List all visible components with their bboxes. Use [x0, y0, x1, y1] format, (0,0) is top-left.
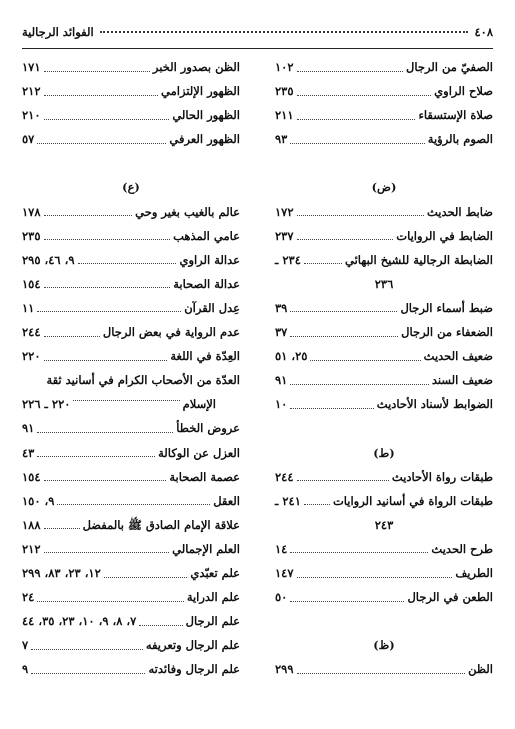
- index-entry: [275, 657, 493, 681]
- leader-dots: [44, 552, 170, 553]
- section-heading-dad: (ض): [371, 180, 397, 195]
- index-term: طبقات الرواة في أسانيد الروايات: [332, 493, 493, 508]
- index-pages: ٢٣٧: [275, 228, 294, 243]
- index-pages: ٥٠: [275, 590, 288, 605]
- leader-dots: [304, 504, 330, 505]
- index-column-left: [22, 55, 240, 681]
- index-entry: [22, 103, 240, 127]
- index-entry: [22, 272, 240, 296]
- running-title: الفوائد الرجالية: [22, 25, 94, 39]
- index-term: الطعن في الرجال: [407, 590, 493, 605]
- leader-dots: [304, 263, 342, 264]
- leader-dots: [78, 263, 177, 264]
- index-entry: [275, 489, 493, 513]
- index-term: ضعيف الحديث: [423, 349, 493, 364]
- index-entry: [275, 296, 493, 320]
- index-pages: ٢٥، ٥١: [275, 349, 308, 364]
- index-entry: [22, 513, 240, 537]
- leader-dots: [290, 311, 397, 312]
- index-pages: ٣٩: [275, 300, 288, 315]
- header-dots: [100, 31, 469, 33]
- index-pages: ١٧٨: [22, 204, 41, 219]
- section-heading-ayn: (ع): [122, 180, 140, 195]
- running-header: [22, 22, 493, 49]
- index-pages: ١٥٤: [22, 276, 41, 291]
- index-term: علم الرجال وفائدته: [148, 662, 240, 677]
- index-term: الظن بصدور الخبر: [152, 60, 240, 74]
- index-term: عدالة الراوي: [179, 252, 240, 267]
- index-term: الظهور الإلتزامي: [161, 84, 240, 99]
- index-pages: ٢٣٤ ـ: [275, 252, 301, 267]
- index-term: الظن: [468, 662, 493, 677]
- index-term: عالم بالغيب بغير وحي: [135, 204, 240, 219]
- index-pages: ١٧٢: [275, 204, 294, 219]
- index-entry: [22, 561, 240, 585]
- index-term: علم تعبّدي: [190, 565, 240, 580]
- index-term: الظهور الحالي: [172, 108, 240, 123]
- leader-dots: [44, 480, 167, 481]
- index-term: علم الرجال: [185, 614, 240, 629]
- index-term: الضابط في الروايات: [396, 228, 493, 243]
- leader-dots: [290, 336, 398, 337]
- index-pages: ٢١٠: [22, 108, 41, 123]
- index-term: عصمة الصحابة: [169, 469, 240, 484]
- entry-continuation: ٢٣٦: [374, 276, 394, 291]
- leader-dots: [297, 673, 466, 674]
- index-pages: ٩: [22, 662, 29, 677]
- leader-dots: [290, 384, 428, 385]
- index-term: الإسلام: [182, 397, 216, 412]
- leader-dots: [44, 360, 168, 361]
- leader-dots: [44, 239, 171, 240]
- leader-dots: [37, 143, 166, 144]
- leader-dots: [57, 504, 210, 505]
- leader-dots: [44, 95, 159, 96]
- index-term: الصفيّ من الرجال: [405, 60, 493, 74]
- index-entry: [275, 561, 493, 585]
- leader-dots: [31, 673, 145, 674]
- index-entry: [275, 537, 493, 561]
- index-term: الطريف: [455, 565, 493, 580]
- index-term: عدم الرواية في بعض الرجال: [102, 325, 240, 340]
- index-pages: ٩، ٤٦، ٢٩٥: [22, 252, 75, 267]
- index-pages: ١١: [22, 300, 35, 315]
- index-term: صلاة الإستسقاء: [418, 108, 493, 123]
- index-pages: ١٤٧: [275, 565, 294, 580]
- index-entry-multiline: [22, 368, 240, 392]
- leader-dots: [297, 119, 416, 120]
- index-pages: ٢٢٠: [22, 349, 41, 364]
- index-entry: [22, 296, 240, 320]
- index-pages: ٧، ٨، ٩، ١٠، ٢٣، ٣٥، ٤٤: [22, 614, 137, 629]
- index-entry: [275, 200, 493, 224]
- leader-dots: [37, 456, 155, 457]
- index-entry: [22, 79, 240, 103]
- index-entry: [275, 320, 493, 344]
- index-pages: ٧: [22, 638, 29, 653]
- index-pages: ١٠: [275, 397, 288, 412]
- index-pages: ٩، ١٥٠: [22, 493, 55, 508]
- index-pages: ٩٣: [275, 132, 288, 147]
- leader-dots: [37, 311, 181, 312]
- index-entry: [22, 657, 240, 681]
- leader-dots: [44, 336, 100, 337]
- index-entry: [275, 127, 493, 151]
- index-entry: [22, 224, 240, 248]
- section-heading-za: (ظ): [373, 638, 395, 653]
- index-pages: ٢٣٥: [22, 228, 41, 243]
- index-term: ضابط الحديث: [426, 204, 493, 219]
- index-term: العلم الإجمالي: [172, 541, 240, 556]
- leader-dots: [297, 95, 432, 96]
- index-term: طبقات رواة الأحاديث: [391, 469, 493, 484]
- index-pages: ١٢، ٢٣، ٨٣، ٢٩٩: [22, 565, 101, 580]
- entry-continuation: [22, 392, 240, 416]
- index-entry: [22, 127, 240, 151]
- index-pages: ١٥٤: [22, 469, 41, 484]
- index-column-right: [275, 55, 493, 681]
- index-term: ضعيف السند: [431, 373, 493, 388]
- index-entry: [22, 320, 240, 344]
- index-pages: ٢١٢: [22, 541, 41, 556]
- index-entry: [22, 465, 240, 489]
- leader-dots: [44, 71, 150, 72]
- index-term: علم الدراية: [186, 590, 240, 605]
- index-entry: [22, 441, 240, 465]
- index-pages: ٢٢٠ ـ ٢٢٦: [22, 397, 71, 412]
- index-pages: ٣٧: [275, 325, 288, 340]
- index-pages: ١٧١: [22, 60, 41, 74]
- index-entry: [275, 392, 493, 416]
- index-entry: [275, 224, 493, 248]
- index-entry: [22, 55, 240, 79]
- index-pages: ٢٤٤: [22, 325, 41, 340]
- index-term: عدالة الصحابة: [173, 276, 240, 291]
- index-pages: ٩١: [22, 421, 35, 436]
- index-pages: ١٠٢: [275, 60, 294, 74]
- leader-dots: [104, 577, 188, 578]
- index-pages: ٥٧: [22, 132, 35, 147]
- leader-dots: [290, 143, 424, 144]
- index-term: علاقة الإمام الصادق ﷺ بالمفضل: [82, 517, 240, 532]
- index-term: العزل عن الوكالة: [158, 445, 240, 460]
- index-term: ضبط أسماء الرجال: [400, 300, 493, 315]
- leader-dots: [297, 480, 389, 481]
- index-pages: ١٨٨: [22, 517, 41, 532]
- index-term: العدّة من الأصحاب الكرام في أسانيد ثقة: [46, 373, 240, 388]
- index-pages: ٢١١: [275, 108, 294, 123]
- index-term: عروض الخطأ: [176, 421, 240, 436]
- leader-dots: [290, 408, 373, 409]
- index-entry: [22, 585, 240, 609]
- index-term: الضابطة الرجالية للشيخ البهائي: [344, 252, 493, 267]
- index-pages: ٢٤١ ـ: [275, 493, 301, 508]
- leader-dots: [37, 601, 183, 602]
- index-entry: [275, 344, 493, 368]
- leader-dots: [31, 649, 143, 650]
- index-pages: ٢٣٥: [275, 84, 294, 99]
- leader-dots: [310, 360, 420, 361]
- index-term: العقل: [213, 493, 240, 508]
- index-entry: [22, 609, 240, 633]
- index-entry: [275, 55, 493, 79]
- section-heading-ta: (ط): [373, 445, 395, 460]
- index-pages: ٤٣: [22, 445, 35, 460]
- index-term: الضوابط لأسناد الأحاديث: [376, 397, 493, 412]
- index-term: صلاح الراوي: [434, 84, 493, 99]
- index-term: علم الرجال وتعريفه: [145, 638, 240, 653]
- index-entry: [22, 489, 240, 513]
- index-pages: ٢٤٤: [275, 469, 294, 484]
- index-term: الضعفاء من الرجال: [401, 325, 493, 340]
- index-entry: [275, 465, 493, 489]
- leader-dots: [37, 432, 173, 433]
- index-entry: [22, 416, 240, 440]
- entry-continuation: ٢٤٣: [374, 517, 394, 532]
- index-pages: ٢٩٩: [275, 662, 294, 677]
- index-term: عِدل القرآن: [184, 300, 240, 315]
- leader-dots: [73, 400, 179, 401]
- leader-dots: [44, 119, 170, 120]
- index-entry: [275, 368, 493, 392]
- leader-dots: [297, 71, 403, 72]
- leader-dots: [297, 577, 453, 578]
- page-number: ٤٠٨: [474, 25, 493, 39]
- index-entry: [22, 200, 240, 224]
- index-entry: [275, 79, 493, 103]
- index-entry: [275, 103, 493, 127]
- index-pages: ١٤: [275, 541, 288, 556]
- index-entry: [22, 633, 240, 657]
- index-term: الظهور العرفي: [169, 132, 240, 147]
- index-term: عامي المذهب: [173, 228, 240, 243]
- index-entry: [22, 248, 240, 272]
- index-term: العِدّة في اللغة: [170, 349, 240, 364]
- leader-dots: [44, 287, 171, 288]
- leader-dots: [44, 215, 133, 216]
- index-entry: [275, 248, 493, 272]
- index-entry: [22, 344, 240, 368]
- index-pages: ٩١: [275, 373, 288, 388]
- leader-dots: [139, 625, 182, 626]
- index-entry: [275, 585, 493, 609]
- index-term: الصوم بالرؤية: [427, 132, 493, 147]
- leader-dots: [297, 239, 394, 240]
- index-pages: ٢١٢: [22, 84, 41, 99]
- index-entry: [22, 537, 240, 561]
- leader-dots: [290, 601, 404, 602]
- index-pages: ٢٤: [22, 590, 35, 605]
- leader-dots: [290, 552, 428, 553]
- index-term: طرح الحديث: [431, 541, 493, 556]
- leader-dots: [297, 215, 424, 216]
- leader-dots: [44, 528, 80, 529]
